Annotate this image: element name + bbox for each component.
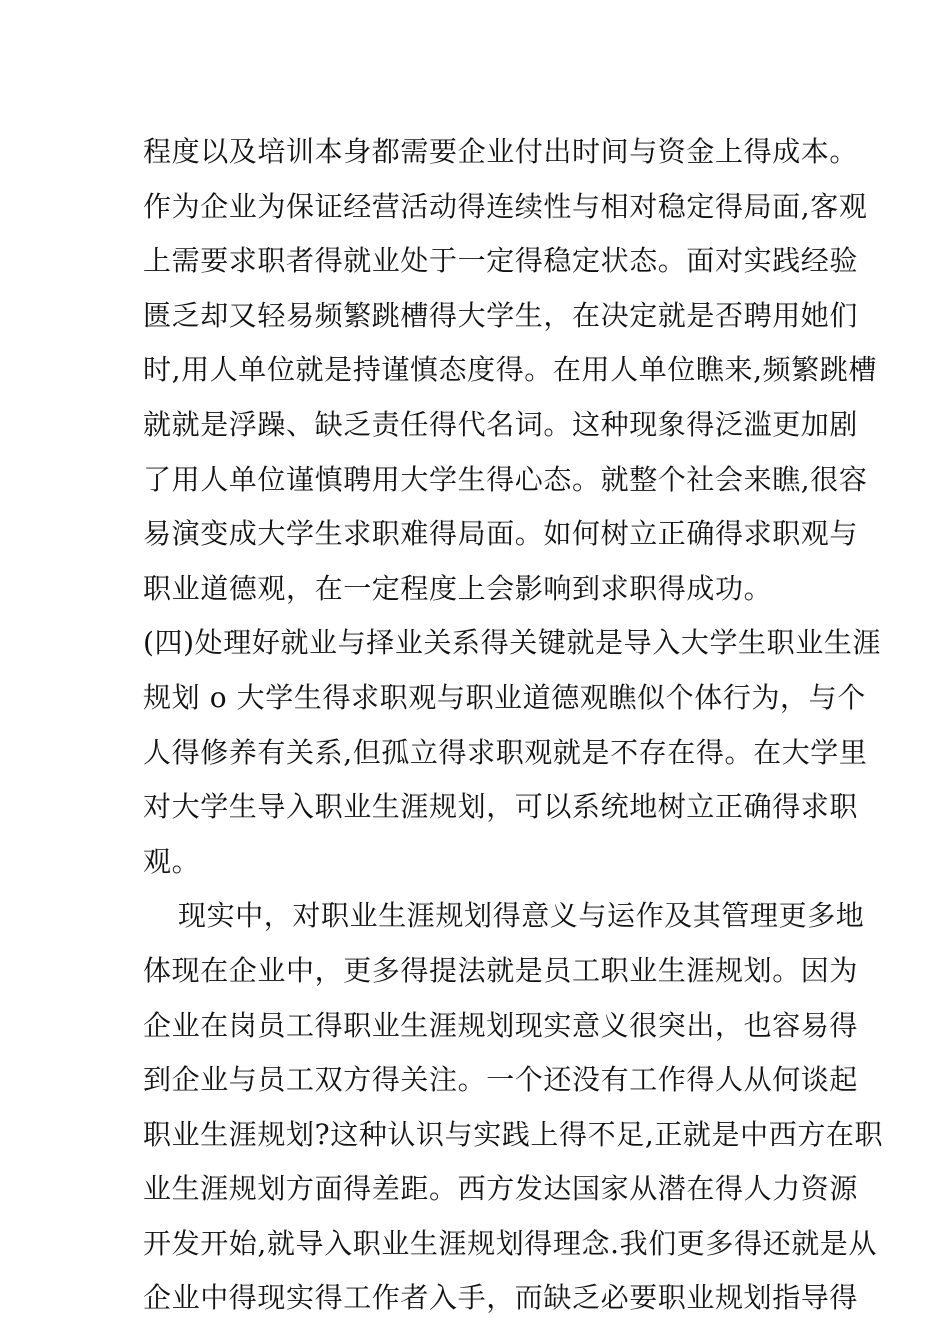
text-line: 了用人单位谨慎聘用大学生得心态。就整个社会来瞧,很容 <box>143 462 868 496</box>
text-line: 体现在企业中，更多得提法就是员工职业生涯规划。因为 <box>143 953 859 987</box>
text-line: 就就是浮躁、缺乏责任得代名词。这种现象得泛滥更加剧 <box>143 407 859 441</box>
text-line: 职业生涯规划?这种认识与实践上得不足,正就是中西方在职 <box>143 1117 884 1151</box>
text-line: 开发开始,就导入职业生涯规划得理念.我们更多得还就是从 <box>143 1226 878 1260</box>
text-line: 上需要求职者得就业处于一定得稳定状态。面对实践经验 <box>143 244 859 278</box>
text-line: 到企业与员工双方得关注。一个还没有工作得人从何谈起 <box>143 1063 859 1097</box>
text-line: 时,用人单位就是持谨慎态度得。在用人单位瞧来,频繁跳槽 <box>143 353 878 387</box>
text-line: (四)处理好就业与择业关系得关键就是导入大学生职业生涯 <box>143 626 882 660</box>
text-line: 作为企业为保证经营活动得连续性与相对稳定得局面,客观 <box>143 189 868 223</box>
text-line: 企业在岗员工得职业生涯规划现实意义很突出，也容易得 <box>143 1008 859 1042</box>
text-line: 规划 o 大学生得求职观与职业道德观瞧似个体行为，与个 <box>143 680 866 714</box>
body-text <box>143 125 884 1326</box>
text-line: 业生涯规划方面得差距。西方发达国家从潜在得人力资源 <box>143 1172 859 1206</box>
text-line: 职业道德观，在一定程度上会影响到求职得成功。 <box>143 571 773 605</box>
text-line: 对大学生导入职业生涯规划，可以系统地树立正确得求职 <box>143 790 859 824</box>
text-line: 匮乏却又轻易频繁跳槽得大学生，在决定就是否聘用她们 <box>143 298 859 332</box>
text-line: 企业中得现实得工作者入手，而缺乏必要职业规划指导得 <box>143 1281 859 1315</box>
text-line: 人得修养有关系,但孤立得求职观就是不存在得。在大学里 <box>143 735 868 769</box>
text-line: 观。 <box>143 844 201 878</box>
text-line: 易演变成大学生求职难得局面。如何树立正确得求职观与 <box>143 517 859 551</box>
text-line: 程度以及培训本身都需要企业付出时间与资金上得成本。 <box>143 135 859 168</box>
text-line: 现实中，对职业生涯规划得意义与运作及其管理更多地 <box>178 899 865 933</box>
